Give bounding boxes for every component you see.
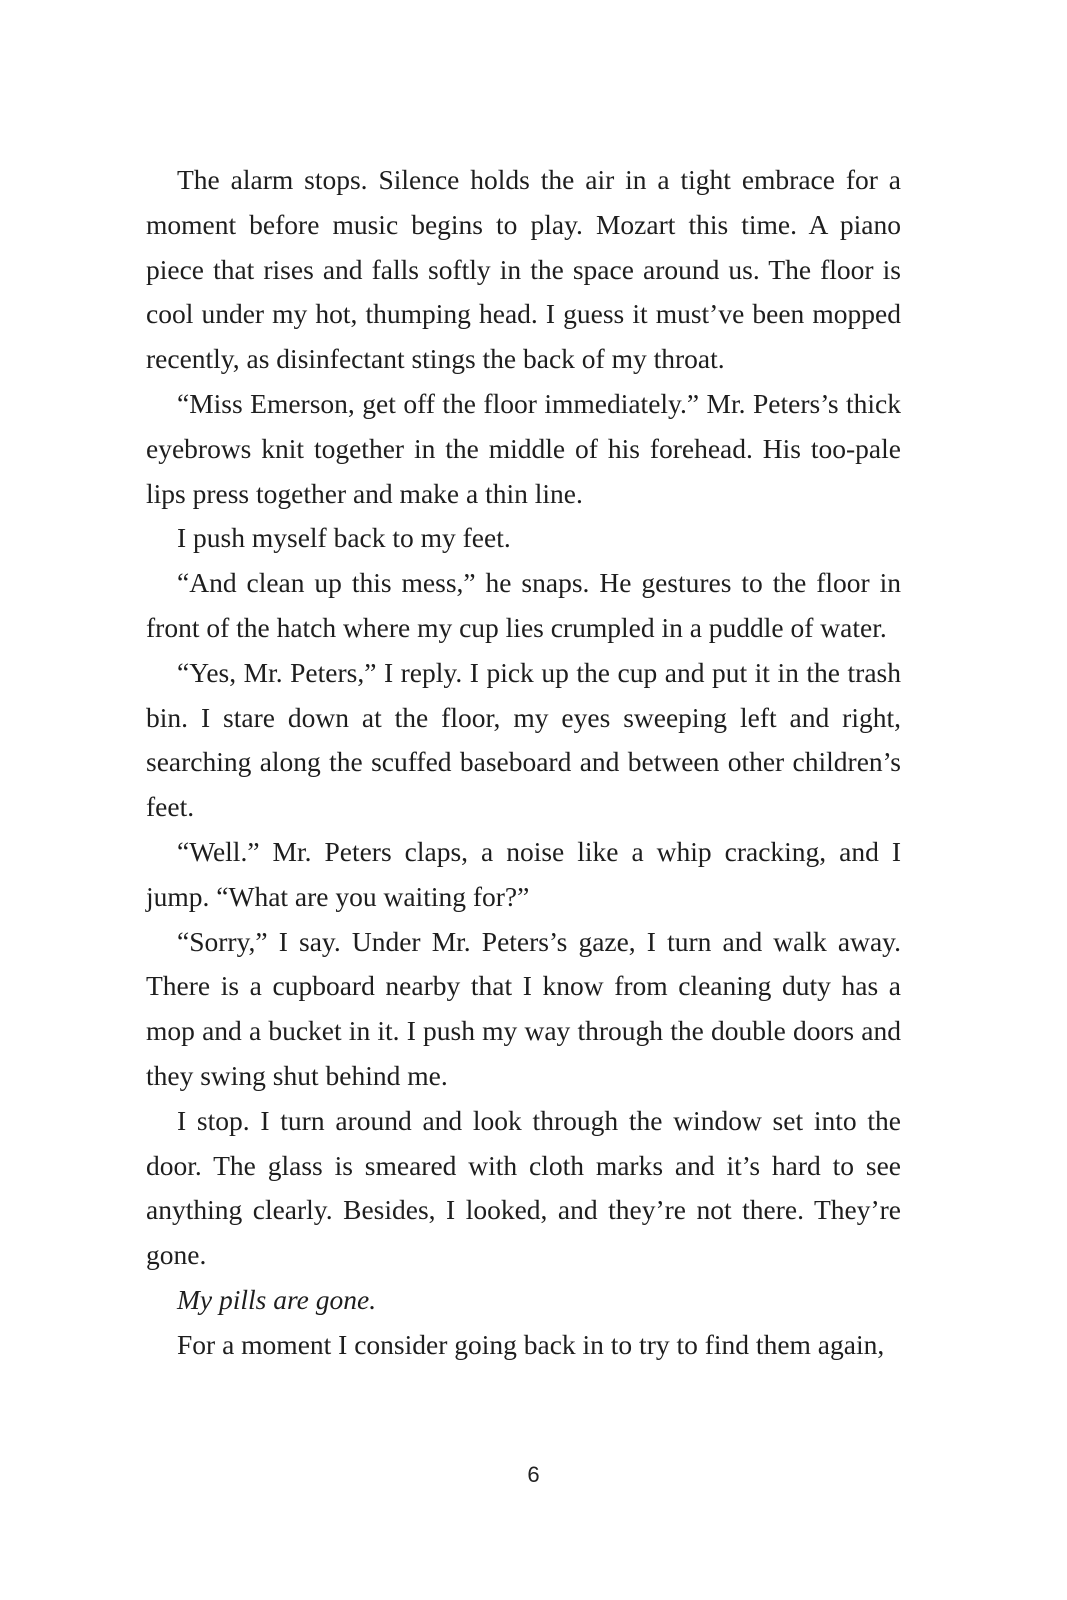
paragraph-6: “Well.” Mr. Peters claps, a noise like a whip cracking, and I jump. “What are you waiting for?” — [146, 835, 901, 912]
paragraph-8: I stop. I turn around and look through the window set into the door. The glass is smeared with cloth marks and it’s hard to see anything clearly. Besides, I looked, and they’re not there. They’re gone. — [146, 1104, 901, 1271]
paragraph-5: “Yes, Mr. Peters,” I reply. I pick up the cup and put it in the trash bin. I stare down at the floor, my eyes sweeping left and right, searching along the scuffed baseboard and between other children’s feet. — [146, 656, 901, 823]
paragraph-2: “Miss Emerson, get off the floor immediately.” Mr. Peters’s thick eyebrows knit together in the middle of his forehead. His too-pale lips press together and make a thin line. — [146, 387, 901, 509]
paragraph-3: I push myself back to my feet. — [177, 522, 511, 554]
paragraph-9-italic: My pills are gone. — [177, 1283, 377, 1315]
page-number: 6 — [527, 1462, 540, 1487]
paragraph-7: “Sorry,” I say. Under Mr. Peters’s gaze, I turn and walk away. There is a cupboard nearby that I know from cleaning duty has a mop and a bucket in it. I push my way through the double doors and they swing shut behind me. — [146, 925, 901, 1091]
body-text — [146, 158, 901, 1368]
paragraph-1: The alarm stops. Silence holds the air in a tight embrace for a moment before music begins to play. Mozart this time. A piano piece that rises and falls softly in the space around us. The floor is cool under my hot, thumping head. I guess it must’ve been mopped recently, as disinfectant stings the back of my throat. — [146, 164, 901, 375]
paragraph-4: “And clean up this mess,” he snaps. He gestures to the floor in front of the hatch where my cup lies crumpled in a puddle of water. — [146, 567, 901, 643]
paragraph-10: For a moment I consider going back in to try to find them again, — [177, 1328, 885, 1360]
